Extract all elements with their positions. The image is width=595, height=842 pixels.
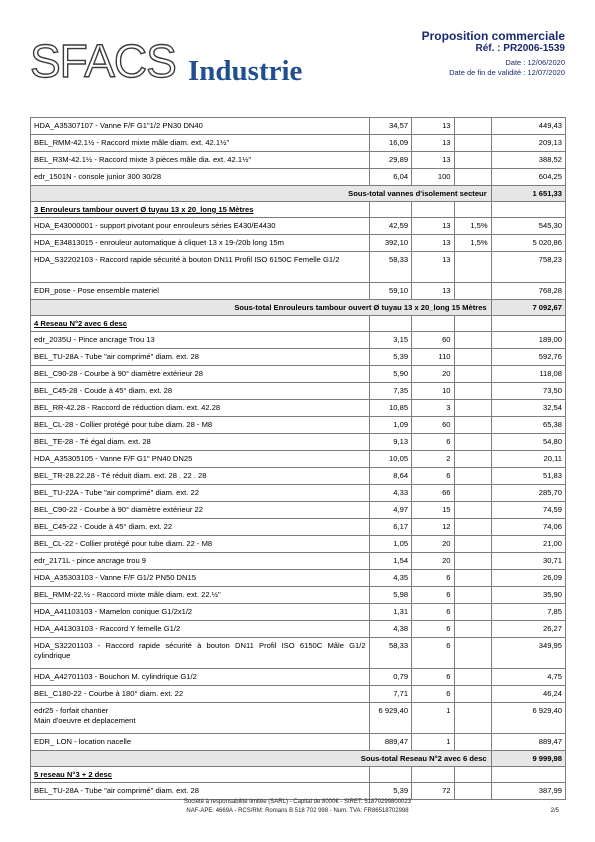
line-total: 758,23 [491,252,565,283]
line-total: 285,70 [491,485,565,502]
discount [454,400,491,417]
item-description [31,332,370,349]
footer-registration-line: NAF-APE: 4669A - RCS/RM: Romans B 518 702 998 - Num. TVA: FR86518702998 [186,808,409,814]
unit-price: 0,79 [369,669,411,686]
item-description [31,783,370,800]
quantity: 13 [412,152,454,169]
subtotal-row [31,300,566,316]
unit-price: 1,54 [369,553,411,570]
item-description-text: HDA_A41303103 - Raccord Y femelle G1/2 [34,624,181,634]
item-description [31,135,370,152]
table-row [31,703,566,734]
table-row [31,169,566,186]
table-row [31,686,566,703]
discount: 1,5% [454,235,491,252]
item-description [31,536,370,553]
subtotal-row [31,186,566,202]
unit-price: 5,98 [369,587,411,604]
line-total: 54,80 [491,434,565,451]
unit-price: 4,38 [369,621,411,638]
item-description-text: BEL_TE-28 - Té égal diam. ext. 28 [34,437,151,447]
line-total: 7,85 [491,604,565,621]
item-description-text: EDR_pose - Pose ensemble materiel [34,286,159,296]
subtotal-label: Sous-total vannes d'isolement secteur [31,186,492,202]
item-description [31,417,370,434]
table-row [31,519,566,536]
item-description-text: BEL_RMM-42.1½ - Raccord mixte mâle diam. ext. 42.1½" [34,138,230,148]
item-description-text: BEL_TU-22A - Tube "air comprimé" diam. ext. 22 [34,488,199,498]
quantity: 6 [412,570,454,587]
unit-price: 58,33 [369,252,411,283]
quantity: 15 [412,502,454,519]
table-row [31,383,566,400]
table-row [31,604,566,621]
item-description [31,587,370,604]
unit-price: 6,17 [369,519,411,536]
section-heading-row [31,202,566,218]
item-description-text: edr25 - forfait chantier [34,706,109,715]
empty-cell [369,202,411,218]
empty-cell [491,767,565,783]
unit-price: 6 929,40 [369,703,411,734]
empty-cell [369,316,411,332]
item-description-text: BEL_C90-22 - Courbe à 90° diamètre extérieur 22 [34,505,203,515]
quantity: 13 [412,218,454,235]
section-title: 4 Reseau N°2 avec 6 desc [31,316,370,332]
quantity: 12 [412,519,454,536]
item-description [31,235,370,252]
item-description-text: HDA_A35307107 - Vanne F/F G1"1/2 PN30 DN40 [34,121,203,131]
table-row [31,502,566,519]
table-row [31,587,566,604]
quantity: 13 [412,283,454,300]
discount [454,332,491,349]
item-description [31,152,370,169]
item-description-text: HDA_E34813015 - enrouleur automatique à cliquet 13 x 19-/20b long 15m [34,238,284,248]
item-description-text: edr_2035U - Pince ancrage Trou 13 [34,335,155,345]
quantity: 13 [412,135,454,152]
unit-price: 58,33 [369,638,411,669]
unit-price: 7,71 [369,686,411,703]
unit-price: 5,39 [369,783,411,800]
quantity: 3 [412,400,454,417]
line-total: 349,95 [491,638,565,669]
item-description-text: HDA_S32201103 - Raccord rapide sécurité à bouton DN11 Profil ISO 6150C Mâle G1/2 cylindrique [34,641,366,660]
quantity: 6 [412,468,454,485]
discount [454,118,491,135]
line-total: 209,13 [491,135,565,152]
unit-price: 1,09 [369,417,411,434]
discount [454,502,491,519]
validity-date: Date de fin de validité : 12/07/2020 [449,68,565,77]
item-description [31,553,370,570]
item-description [31,669,370,686]
line-total: 545,30 [491,218,565,235]
discount [454,621,491,638]
discount [454,283,491,300]
table-row [31,135,566,152]
table-row [31,638,566,669]
empty-cell [412,767,454,783]
item-description-text: HDA_E43000001 - support pivotant pour enrouleurs séries E430/E4430 [34,221,276,231]
line-total: 46,24 [491,686,565,703]
unit-price: 42,59 [369,218,411,235]
item-description-text: HDA_A35305105 - Vanne F/F G1" PN40 DN25 [34,454,193,464]
line-total: 35,90 [491,587,565,604]
item-description-text: HDA_S32202103 - Raccord rapide sécurité à bouton DN11 Profil ISO 6150C Femelle G1/2 [34,255,340,264]
quantity: 6 [412,669,454,686]
item-description-text: EDR_ LON - location nacelle [34,737,132,747]
unit-price: 29,89 [369,152,411,169]
unit-price: 1,05 [369,536,411,553]
item-description [31,434,370,451]
line-total: 604,25 [491,169,565,186]
discount [454,536,491,553]
table-row [31,451,566,468]
item-description [31,366,370,383]
item-description-text: edr_2171L - pince ancrage trou 9 [34,556,147,566]
discount [454,686,491,703]
discount [454,604,491,621]
discount [454,734,491,751]
quantity: 13 [412,118,454,135]
item-description [31,383,370,400]
discount [454,135,491,152]
subtotal-amount: 7 092,67 [491,300,565,316]
page-number: 2/5 [550,808,559,814]
discount [454,169,491,186]
section-title: 3 Enrouleurs tambour ouvert Ø tuyau 13 x 20_long 15 Mètres [31,202,370,218]
unit-price: 4,35 [369,570,411,587]
item-description-text: BEL_C90-28 - Courbe à 90° diamètre extérieur 28 [34,369,203,379]
table-row [31,485,566,502]
item-description-text: BEL_RMM-22.½ - Raccord mixte mâle diam. ext. 22.½" [34,590,221,600]
quantity: 6 [412,604,454,621]
table-row [31,734,566,751]
item-description [31,604,370,621]
item-description [31,638,370,669]
item-description-text: BEL_R3M-42.1½ - Raccord mixte 3 pièces mâle dia. ext. 42.1½" [34,155,252,165]
line-total: 65,38 [491,417,565,434]
unit-price: 10,05 [369,451,411,468]
item-description-text: edr_1501N - console junior 300 30/28 [34,172,162,182]
quantity: 1 [412,734,454,751]
discount [454,152,491,169]
item-description [31,570,370,587]
table-row [31,235,566,252]
table-row [31,468,566,485]
discount [454,587,491,604]
quantity: 66 [412,485,454,502]
table-row [31,400,566,417]
discount [454,349,491,366]
line-total: 74,59 [491,502,565,519]
discount: 1,5% [454,218,491,235]
item-description [31,118,370,135]
quantity: 20 [412,553,454,570]
table-row [31,349,566,366]
document-date: Date : 12/06/2020 [505,58,565,67]
empty-cell [412,316,454,332]
logo-suffix: Industrie [188,55,303,87]
subtotal-label: Sous-total Reseau N°2 avec 6 desc [31,751,492,767]
unit-price: 59,10 [369,283,411,300]
item-description-text: BEL_CL-28 - Collier protégé pour tube diam. 28 - M8 [34,420,213,430]
subtotal-row [31,751,566,767]
line-total: 4,75 [491,669,565,686]
table-row [31,669,566,686]
quantity: 6 [412,686,454,703]
line-total: 387,99 [491,783,565,800]
line-total: 26,09 [491,570,565,587]
item-description [31,468,370,485]
item-description [31,734,370,751]
item-description [31,451,370,468]
unit-price: 34,57 [369,118,411,135]
logo-wordmark: SFACS [30,35,176,87]
table-row [31,570,566,587]
quantity: 1 [412,703,454,734]
line-total: 30,71 [491,553,565,570]
quote-lines-table [30,117,566,800]
discount [454,366,491,383]
item-description-text: BEL_TU-28A - Tube "air comprimé" diam. ext. 28 [34,352,199,362]
discount [454,570,491,587]
item-description [31,400,370,417]
item-description [31,502,370,519]
line-total: 189,00 [491,332,565,349]
quantity: 13 [412,252,454,283]
unit-price: 4,97 [369,502,411,519]
quantity: 72 [412,783,454,800]
item-description-text: HDA_A42701103 - Bouchon M. cylindrique G1/2 [34,672,197,682]
table-row [31,783,566,800]
unit-price: 3,15 [369,332,411,349]
unit-price: 16,09 [369,135,411,152]
item-description-text: HDA_A41103103 - Mamelon conique G1/2x1/2 [34,607,193,617]
unit-price: 5,39 [369,349,411,366]
item-description-text: BEL_C45-28 - Coude à 45° diam. ext. 28 [34,386,173,396]
unit-price: 889,47 [369,734,411,751]
empty-cell [369,767,411,783]
line-total: 5 020,86 [491,235,565,252]
line-total: 889,47 [491,734,565,751]
table-row [31,152,566,169]
table-row [31,434,566,451]
item-description [31,349,370,366]
section-heading-row [31,767,566,783]
document-title: Proposition commerciale [421,29,565,43]
item-description [31,621,370,638]
item-description-text: BEL_RR-42.28 - Raccord de réduction diam. ext. 42.28 [34,403,221,413]
table-row [31,366,566,383]
table-row [31,553,566,570]
line-total: 32,54 [491,400,565,417]
section-title: 5 reseau N°3 + 2 desc [31,767,370,783]
line-total: 21,00 [491,536,565,553]
table-row [31,218,566,235]
footer-legal-line: Société à responsabilité limitée (SARL) - Capital de 8000€ - SIRET: 51870299800023 [183,799,412,805]
subtotal-amount: 1 651,33 [491,186,565,202]
unit-price: 5,90 [369,366,411,383]
item-description [31,485,370,502]
line-total: 768,28 [491,283,565,300]
line-total: 118,08 [491,366,565,383]
item-description [31,218,370,235]
unit-price: 10,85 [369,400,411,417]
line-total: 51,83 [491,468,565,485]
line-total: 74,06 [491,519,565,536]
quantity: 110 [412,349,454,366]
discount [454,434,491,451]
quantity: 13 [412,235,454,252]
company-logo [30,36,315,92]
discount [454,468,491,485]
unit-price: 8,64 [369,468,411,485]
unit-price: 1,31 [369,604,411,621]
item-description-text: BEL_C45-22 - Coude à 45° diam. ext. 22 [34,522,173,532]
quantity: 6 [412,638,454,669]
empty-cell [491,202,565,218]
discount [454,669,491,686]
discount [454,519,491,536]
item-description-detail: Main d'oeuvre et deplacement [34,715,136,725]
unit-price: 6,04 [369,169,411,186]
item-description [31,686,370,703]
line-total: 592,76 [491,349,565,366]
table-row [31,283,566,300]
line-total: 73,50 [491,383,565,400]
item-description [31,703,370,734]
discount [454,553,491,570]
discount [454,703,491,734]
quantity: 10 [412,383,454,400]
line-total: 449,43 [491,118,565,135]
quantity: 20 [412,536,454,553]
quantity: 6 [412,587,454,604]
quantity: 2 [412,451,454,468]
item-description-text: HDA_A35303103 - Vanne F/F G1/2 PN50 DN15 [34,573,196,583]
empty-cell [454,202,491,218]
unit-price: 7,35 [369,383,411,400]
item-description [31,169,370,186]
quantity: 100 [412,169,454,186]
item-description [31,283,370,300]
discount [454,451,491,468]
empty-cell [454,767,491,783]
item-description [31,252,370,283]
item-description-text: BEL_C180-22 - Courbe à 180° diam. ext. 22 [34,689,184,699]
item-description-text: BEL_CL-22 - Collier protégé pour tube diam. 22 - M8 [34,539,213,549]
empty-cell [454,316,491,332]
discount [454,417,491,434]
quantity: 60 [412,332,454,349]
unit-price: 9,13 [369,434,411,451]
unit-price: 4,33 [369,485,411,502]
table-row [31,118,566,135]
subtotal-amount: 9 999,98 [491,751,565,767]
quantity: 60 [412,417,454,434]
table-row [31,417,566,434]
table-row [31,332,566,349]
line-total: 388,52 [491,152,565,169]
item-description-text: BEL_TR-28.22.28 - Té réduit diam. ext. 28 . 22 . 28 [34,471,207,481]
discount [454,783,491,800]
unit-price: 392,10 [369,235,411,252]
empty-cell [412,202,454,218]
item-description [31,519,370,536]
line-total: 6 929,40 [491,703,565,734]
discount [454,383,491,400]
quantity: 6 [412,621,454,638]
section-heading-row [31,316,566,332]
discount [454,638,491,669]
table-row [31,536,566,553]
empty-cell [491,316,565,332]
discount [454,252,491,283]
line-total: 20,11 [491,451,565,468]
table-row [31,252,566,283]
table-row [31,621,566,638]
subtotal-label: Sous-total Enrouleurs tambour ouvert Ø tuyau 13 x 20_long 15 Mètres [31,300,492,316]
quantity: 20 [412,366,454,383]
discount [454,485,491,502]
quote-lines-body [31,118,566,800]
quantity: 6 [412,434,454,451]
line-total: 26,27 [491,621,565,638]
document-reference: Réf. : PR2006-1539 [475,43,565,54]
item-description-text: BEL_TU-28A - Tube "air comprimé" diam. ext. 28 [34,786,199,796]
